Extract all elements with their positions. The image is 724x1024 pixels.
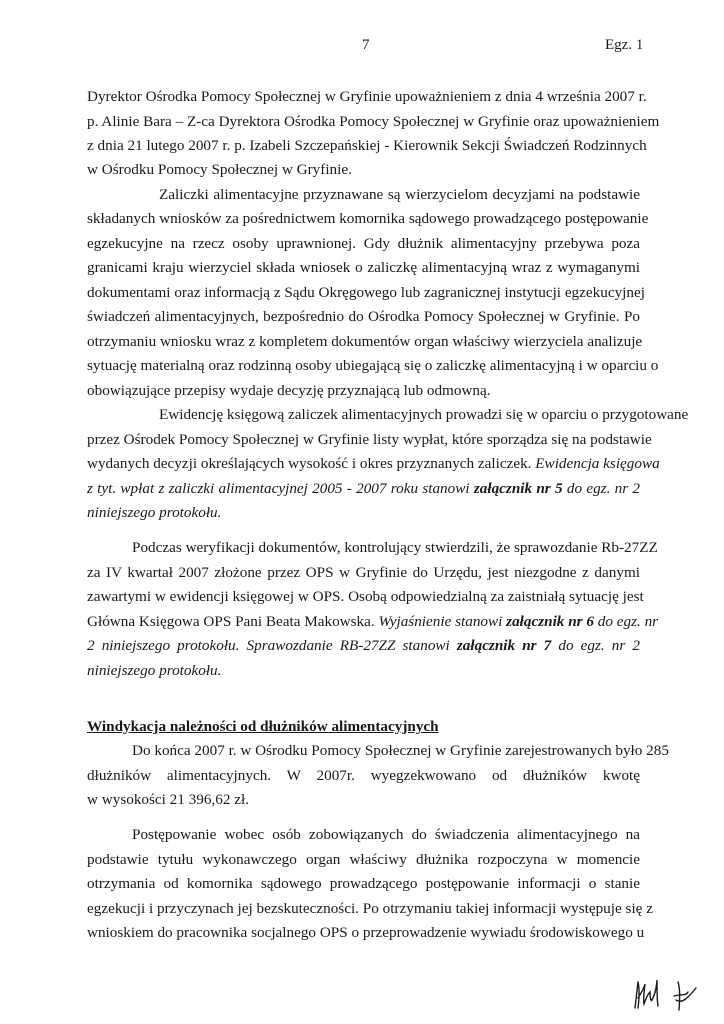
text-line: Zaliczki alimentacyjne przyznawane są wierzycielom decyzjami na podstawie xyxy=(159,186,640,203)
text-line: w wysokości 21 396,62 zł. xyxy=(87,791,249,808)
handwritten-signature-icon xyxy=(630,970,720,1015)
text-line: z dnia 21 lutego 2007 r. p. Izabeli Szczepańskiej - Kierownik Sekcji Świadczeń Rodzinnych xyxy=(87,137,647,154)
text-run: wydanych decyzji określających wysokość i okres przyznanych zaliczek. xyxy=(87,455,532,472)
text-line: sytuację materialną oraz rodzinną osoby ubiegającą się o zaliczkę alimentacyjną i w oparciu o xyxy=(87,357,659,374)
text-line: dłużników alimentacyjnych. W 2007r. wyegzekwowano od dłużników kwotę xyxy=(87,767,640,784)
text-run: Główna Księgowa OPS Pani Beata Makowska. xyxy=(87,613,375,630)
text-line: otrzymania od komornika sądowego prowadzącego postępowanie informacji o stanie xyxy=(87,875,640,892)
page-number: 7 xyxy=(362,37,370,53)
text-line xyxy=(87,612,659,632)
text-line: niniejszego protokołu. xyxy=(87,662,222,679)
attachment-reference: załącznik nr 5 xyxy=(473,480,563,497)
text-line: wnioskiem do pracownika socjalnego OPS o przeprowadzenie wywiadu środowiskowego u xyxy=(87,924,645,941)
section-heading: Windykacja należności od dłużników alimentacyjnych xyxy=(87,718,439,735)
italic-run: Ewidencja księgowa xyxy=(535,455,660,472)
text-line: obowiązujące przepisy wydaje decyzję przyznającą lub odmowną. xyxy=(87,382,491,399)
italic-run: do egz. nr 2 xyxy=(566,480,641,497)
text-line: za IV kwartał 2007 złożone przez OPS w Gryfinie do Urzędu, jest niezgodne z danymi xyxy=(87,564,640,581)
copy-label: Egz. 1 xyxy=(605,37,644,53)
italic-run: Wyjaśnienie stanowi xyxy=(378,613,503,630)
text-line: Do końca 2007 r. w Ośrodku Pomocy Społecznej w Gryfinie zarejestrowanych było 285 xyxy=(132,742,669,759)
text-line: granicami kraju wierzyciel składa wniosek o zaliczkę alimentacyjną wraz z wymaganymi xyxy=(87,259,640,276)
text-line xyxy=(87,636,640,656)
text-line: podstawie tytułu wykonawczego organ właściwy dłużnika rozpoczyna w momencie xyxy=(87,851,640,868)
attachment-reference: załącznik nr 7 xyxy=(456,637,552,654)
text-line: Ewidencję księgową zaliczek alimentacyjnych prowadzi się w oparciu o przygotowane xyxy=(159,406,689,423)
text-line: w Ośrodku Pomocy Społecznej w Gryfinie. xyxy=(87,161,352,178)
text-line xyxy=(87,479,640,499)
italic-run: z tyt. wpłat z zaliczki alimentacyjnej 2005 - 2007 roku stanowi xyxy=(87,480,470,497)
italic-run: 2 niniejszego protokołu. Sprawozdanie RB-27ZZ stanowi xyxy=(87,637,450,654)
text-line: egzekucji i przyczynach jej bezskuteczności. Po otrzymaniu takiej informacji występuje się z xyxy=(87,900,653,917)
text-line: zawartymi w ewidencji księgowej w OPS. Osobą odpowiedzialną za zaistniałą sytuację jest xyxy=(87,588,644,605)
text-line: dokumentami oraz informacją z Sądu Okręgowego lub zagranicznej instytucji egzekucyjnej xyxy=(87,284,645,301)
text-line: świadczeń alimentacyjnych, bezpośrednio do Ośrodka Pomocy Społecznej w Gryfinie. Po xyxy=(87,308,640,325)
text-line xyxy=(87,454,660,474)
attachment-reference: załącznik nr 6 xyxy=(506,613,594,630)
text-line: Podczas weryfikacji dokumentów, kontrolujący stwierdzili, że sprawozdanie Rb-27ZZ xyxy=(132,539,658,556)
text-line: niniejszego protokołu. xyxy=(87,504,222,521)
text-line: przez Ośrodek Pomocy Społecznej w Gryfinie listy wypłat, które sporządza się na podstawie xyxy=(87,431,652,448)
text-line: otrzymaniu wniosku wraz z kompletem dokumentów organ właściwy wierzyciela analizuje xyxy=(87,333,643,350)
text-line: egzekucyjne na rzecz osoby uprawnionej. Gdy dłużnik alimentacyjny przebywa poza xyxy=(87,235,640,252)
text-line: składanych wniosków za pośrednictwem komornika sądowego prowadzącego postępowanie xyxy=(87,210,649,227)
text-line: Postępowanie wobec osób zobowiązanych do świadczenia alimentacyjnego na xyxy=(132,826,640,843)
italic-run: do egz. nr 2 xyxy=(558,637,641,654)
italic-run: do egz. nr xyxy=(597,613,659,630)
text-line: Dyrektor Ośrodka Pomocy Społecznej w Gryfinie upoważnieniem z dnia 4 września 2007 r. xyxy=(87,88,647,105)
text-line: p. Alinie Bara – Z-ca Dyrektora Ośrodka Pomocy Społecznej w Gryfinie oraz upoważnieniem xyxy=(87,113,660,130)
